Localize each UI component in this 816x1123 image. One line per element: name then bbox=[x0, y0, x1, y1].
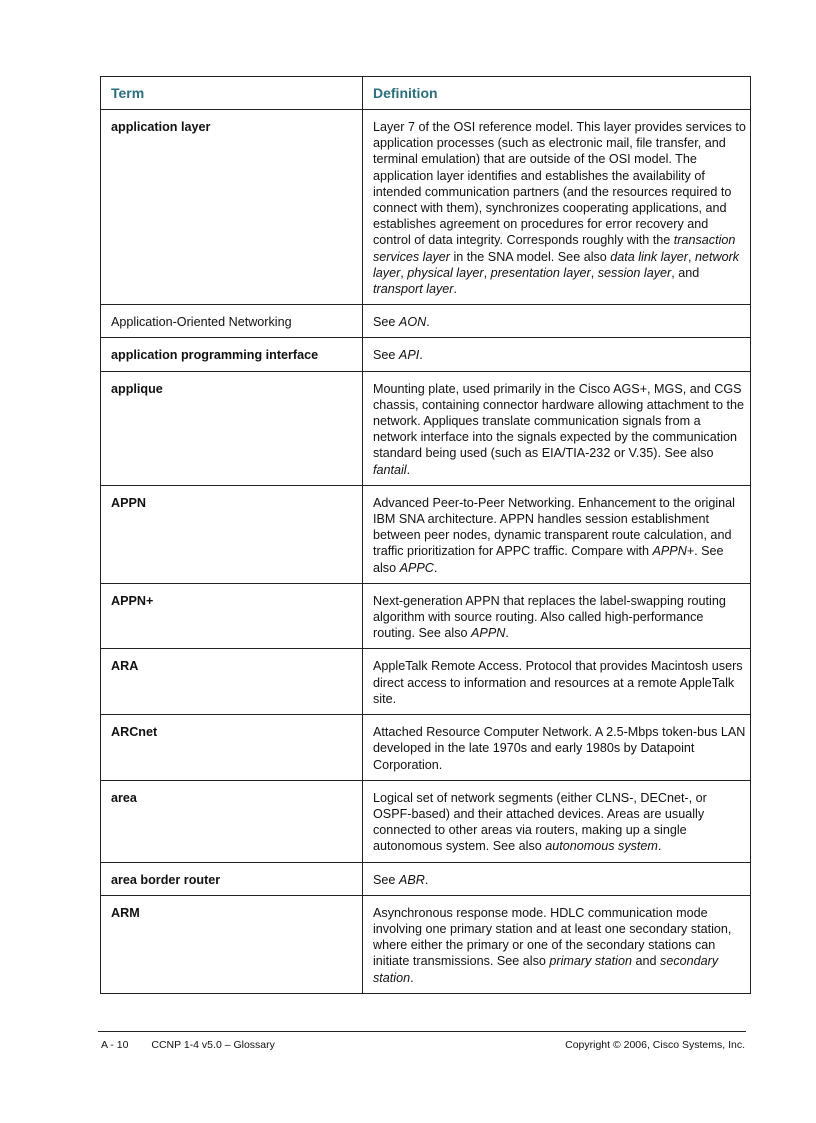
definition-text: , bbox=[688, 249, 695, 264]
table-row bbox=[101, 780, 751, 862]
table-row bbox=[101, 583, 751, 649]
cross-reference-term: fantail bbox=[373, 462, 407, 477]
cross-reference-term: autonomous system bbox=[545, 839, 658, 854]
definition-text: , bbox=[400, 265, 408, 280]
column-header-definition: Definition bbox=[363, 77, 751, 110]
definition-cell bbox=[363, 862, 751, 895]
table-header-row bbox=[101, 77, 751, 110]
definition-text: . See also bbox=[373, 544, 724, 575]
definition-cell bbox=[363, 715, 751, 781]
definition-text: , bbox=[483, 265, 491, 280]
cross-reference-term: APPN+ bbox=[652, 544, 695, 559]
definition-text: . bbox=[657, 839, 662, 854]
definition-text: and bbox=[632, 954, 661, 969]
cross-reference-term: session layer bbox=[597, 265, 672, 280]
page-number: A - 10 bbox=[101, 1039, 129, 1051]
cross-reference-term: presentation layer bbox=[490, 265, 591, 280]
cross-reference-term: data link layer bbox=[610, 249, 688, 264]
definition-text: Layer 7 of the OSI reference model. This layer provides services to application processes (such as electronic mail, file transfer, and terminal emulation) that are outside of the OSI model. The application layer identifies and establishes the availability of intended communication partners (and the resources required to connect with them), synchronizes cooperating applications, and establishes agreement on procedures for error recovery and control of data integrity. Corresponds roughly with the bbox=[373, 120, 746, 248]
definition-cell bbox=[363, 485, 751, 583]
table-row bbox=[101, 895, 751, 993]
definition-text: Mounting plate, used primarily in the Cisco AGS+, MGS, and CGS chassis, containing connector hardware allowing attachment to the network. Appliques translate communication signals from a network interface into the signals expected by the communication standard being used (such as EIA/TIA-232 or V.35). See also bbox=[373, 381, 745, 461]
definition-text: . bbox=[453, 282, 457, 297]
definition-text: Asynchronous response mode. HDLC communication mode involving one primary station and at least one secondary station, where either the primary or one of the secondary stations can initiate transmissions. See also bbox=[373, 905, 732, 969]
term-cell: ARM bbox=[101, 895, 363, 993]
definition-cell bbox=[363, 780, 751, 862]
definition-text: , and bbox=[671, 265, 700, 280]
cross-reference-term: APPC bbox=[399, 560, 434, 575]
definition-text: Logical set of network segments (either CLNS-, DECnet-, or OSPF-based) and their attached devices. Areas are usually connected to other areas via routers, making up a single autonomous system. See also bbox=[373, 790, 707, 854]
cross-reference-term: secondary station bbox=[373, 954, 719, 985]
definition-text: . bbox=[424, 872, 429, 887]
definition-text: . bbox=[406, 462, 411, 477]
term-cell: application programming interface bbox=[101, 338, 363, 371]
definition-cell bbox=[363, 305, 751, 338]
table-row bbox=[101, 649, 751, 715]
definition-text: Next-generation APPN that replaces the label-swapping routing algorithm with source routing. Also called high-performance routing. See also bbox=[373, 593, 726, 641]
definition-text: Advanced Peer-to-Peer Networking. Enhancement to the original IBM SNA architecture. APPN handles session establishment between peer nodes, dynamic transparent route calculation, and traffic prioritization for APPC traffic. Compare with bbox=[373, 495, 735, 559]
table-row bbox=[101, 715, 751, 781]
term-cell: Application-Oriented Networking bbox=[101, 305, 363, 338]
definition-cell bbox=[363, 649, 751, 715]
term-cell: ARCnet bbox=[101, 715, 363, 781]
definition-text: See bbox=[373, 348, 399, 363]
column-header-term: Term bbox=[101, 77, 363, 110]
definition-cell bbox=[363, 110, 751, 305]
table-row bbox=[101, 338, 751, 371]
footer-left bbox=[101, 1039, 295, 1051]
term-cell: APPN+ bbox=[101, 583, 363, 649]
footer-divider bbox=[98, 1031, 746, 1032]
term-cell: applique bbox=[101, 371, 363, 485]
definition-text: , bbox=[590, 265, 598, 280]
table-row bbox=[101, 862, 751, 895]
definition-text: See bbox=[373, 315, 399, 330]
table-row bbox=[101, 110, 751, 305]
cross-reference-term: primary station bbox=[549, 954, 632, 969]
table-row bbox=[101, 305, 751, 338]
table-row bbox=[101, 485, 751, 583]
definition-text: . bbox=[419, 348, 423, 363]
definition-cell bbox=[363, 895, 751, 993]
definition-text: AppleTalk Remote Access. Protocol that provides Macintosh users direct access to information and resources at a remote AppleTalk site. bbox=[373, 659, 743, 706]
definition-text: See bbox=[373, 872, 399, 887]
cross-reference-term: ABR bbox=[398, 872, 425, 887]
definition-text: . bbox=[433, 560, 438, 575]
term-cell: ARA bbox=[101, 649, 363, 715]
definition-text: . bbox=[410, 970, 414, 985]
term-cell: area bbox=[101, 780, 363, 862]
glossary-table bbox=[100, 76, 751, 994]
term-cell: APPN bbox=[101, 485, 363, 583]
definition-text: . bbox=[426, 315, 430, 330]
cross-reference-term: transport layer bbox=[373, 282, 454, 297]
definition-text: Attached Resource Computer Network. A 2.5-Mbps token-bus LAN developed in the late 1970s and early 1980s by Datapoint Corporation. bbox=[373, 725, 746, 772]
glossary-body bbox=[101, 110, 751, 994]
definition-cell bbox=[363, 371, 751, 485]
term-cell: area border router bbox=[101, 862, 363, 895]
copyright-notice: Copyright © 2006, Cisco Systems, Inc. bbox=[565, 1039, 745, 1051]
cross-reference-term: network layer bbox=[373, 249, 740, 280]
cross-reference-term: transaction services layer bbox=[373, 233, 736, 264]
document-title: CCNP 1-4 v5.0 – Glossary bbox=[151, 1039, 275, 1051]
cross-reference-term: physical layer bbox=[407, 265, 484, 280]
term-cell: application layer bbox=[101, 110, 363, 305]
cross-reference-term: AON bbox=[398, 315, 427, 330]
definition-text: . bbox=[505, 626, 509, 641]
cross-reference-term: API bbox=[398, 348, 420, 363]
cross-reference-term: APPN bbox=[471, 626, 506, 641]
table-row bbox=[101, 371, 751, 485]
definition-cell bbox=[363, 338, 751, 371]
definition-text: in the SNA model. See also bbox=[449, 249, 611, 264]
definition-cell bbox=[363, 583, 751, 649]
